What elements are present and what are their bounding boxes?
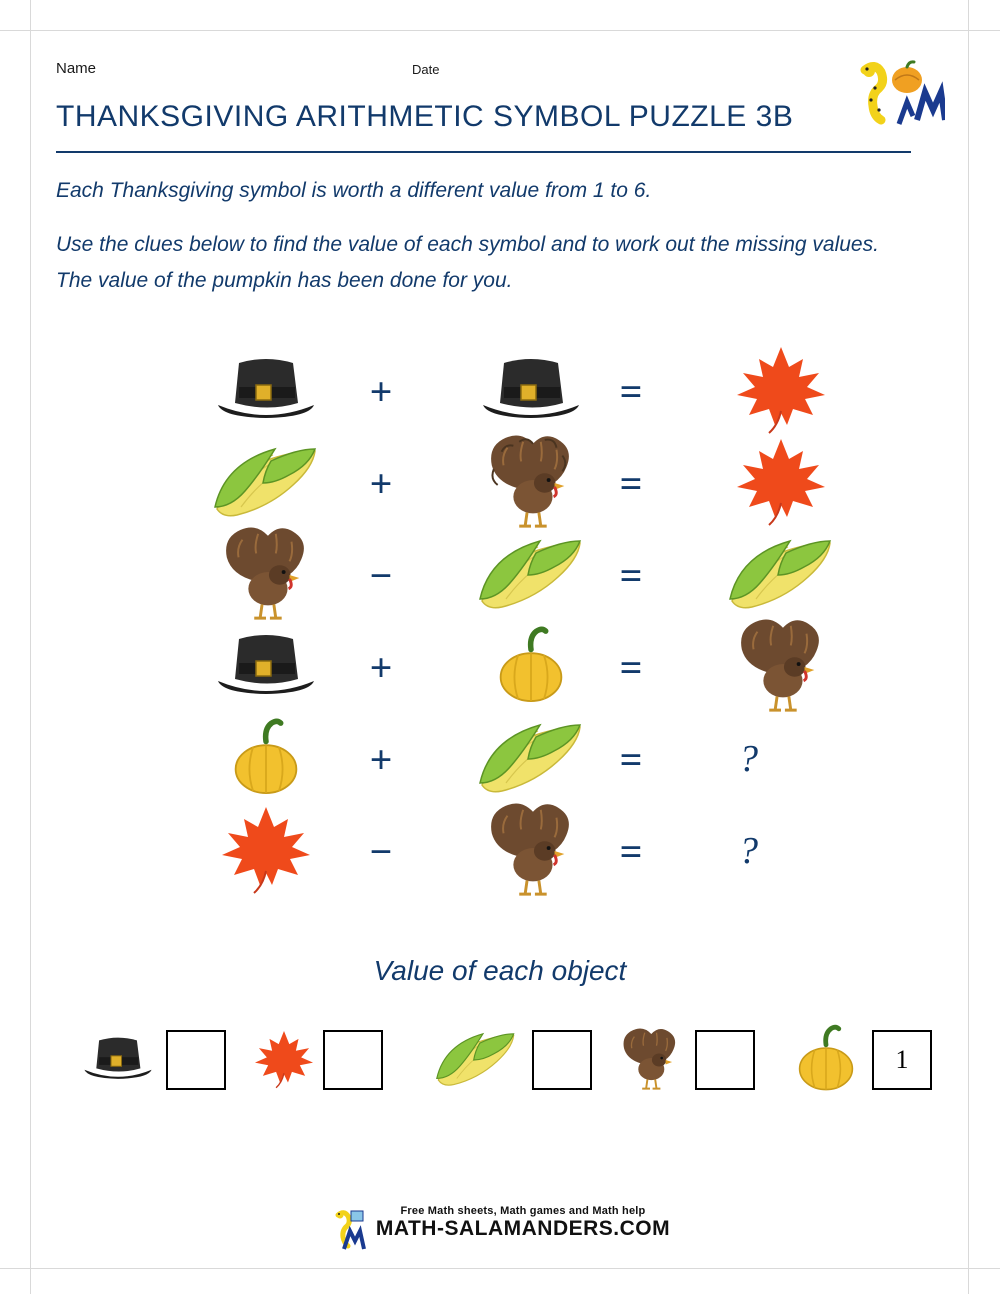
key-item-turkey	[611, 1010, 755, 1110]
pilgrim-hat-icon	[166, 345, 366, 437]
instructions-line-2: Use the clues below to find the value of each symbol and to work out the missing values. The value of the pumpkin has been done for you.	[56, 233, 879, 292]
operator-equals: =	[619, 460, 643, 506]
value-input-corn[interactable]	[532, 1030, 592, 1090]
equation-row	[56, 529, 916, 621]
equation-row	[56, 621, 916, 713]
key-item-corn	[426, 1010, 592, 1110]
footer-tagline: Free Math sheets, Math games and Math help	[400, 1205, 646, 1217]
operator-equals: =	[619, 552, 643, 598]
math-salamanders-logo-icon	[855, 58, 945, 128]
key-item-pumpkin	[786, 1010, 932, 1110]
answer-placeholder[interactable]: ?	[739, 738, 758, 780]
answer-placeholder[interactable]: ?	[739, 830, 758, 872]
pilgrim-hat-icon	[76, 1032, 160, 1088]
maple-leaf-icon	[681, 437, 881, 529]
turkey-icon	[166, 529, 366, 621]
corn-icon	[681, 529, 881, 621]
operator-equals: =	[619, 644, 643, 690]
maple-leaf-icon	[166, 805, 366, 897]
key-item-hat	[76, 1010, 226, 1110]
math-salamanders-footer-logo-icon	[330, 1207, 376, 1251]
date-field-label: Date	[412, 62, 440, 77]
equation-row	[56, 345, 916, 437]
equation-row	[56, 437, 916, 529]
page-title: THANKSGIVING ARITHMETIC SYMBOL PUZZLE 3B	[56, 100, 794, 133]
turkey-icon	[681, 621, 881, 713]
page-border-left	[30, 0, 31, 1294]
operator-plus: +	[369, 368, 393, 414]
turkey-icon	[611, 1027, 689, 1093]
pumpkin-icon	[786, 1024, 866, 1096]
footer	[0, 1205, 1000, 1241]
name-field-label: Name	[56, 60, 97, 77]
page-border-bottom	[0, 1268, 1000, 1269]
key-item-leaf	[251, 1010, 383, 1110]
value-input-hat[interactable]	[166, 1030, 226, 1090]
corn-icon	[166, 437, 366, 529]
operator-equals: =	[619, 828, 643, 874]
page-border-right	[968, 0, 969, 1294]
footer-url[interactable]: MATH-SALAMANDERS.COM	[375, 1217, 671, 1240]
value-key-row	[56, 1010, 936, 1110]
value-key-heading: Value of each object	[373, 955, 627, 986]
operator-equals: =	[619, 368, 643, 414]
value-input-pumpkin[interactable]: 1	[872, 1030, 932, 1090]
equations-list	[56, 345, 916, 897]
value-input-leaf[interactable]	[323, 1030, 383, 1090]
page-border-top	[0, 30, 1000, 31]
operator-equals: =	[619, 736, 643, 782]
maple-leaf-icon	[251, 1027, 317, 1093]
value-input-turkey[interactable]	[695, 1030, 755, 1090]
pumpkin-icon	[166, 713, 366, 805]
equation-row	[56, 713, 916, 805]
pilgrim-hat-icon	[166, 621, 366, 713]
title-divider	[56, 151, 911, 153]
operator-plus: +	[369, 644, 393, 690]
operator-minus: −	[369, 828, 393, 874]
operator-plus: +	[369, 460, 393, 506]
operator-plus: +	[369, 736, 393, 782]
operator-minus: −	[369, 552, 393, 598]
corn-icon	[426, 1029, 526, 1091]
maple-leaf-icon	[681, 345, 881, 437]
instructions-line-1: Each Thanksgiving symbol is worth a different value from 1 to 6.	[56, 179, 652, 202]
equation-row	[56, 805, 916, 897]
